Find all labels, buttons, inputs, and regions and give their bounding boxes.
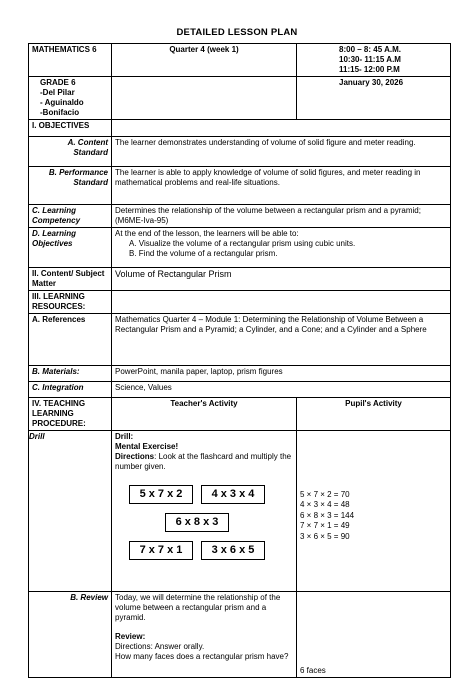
objective-item: A. Visualize the volume of a rectangular prism using cubic units.	[129, 239, 356, 248]
objectives-intro: At the end of the lesson, the learners will be able to:	[115, 229, 299, 238]
grade-sections	[29, 77, 112, 120]
review-label: B. Review	[29, 592, 112, 678]
drill-answer: 5 × 7 × 2 = 70	[300, 490, 350, 499]
content-standard-label: A. Content Standard	[29, 137, 112, 167]
flashcard: 7 x 7 x 1	[129, 541, 193, 560]
drill-directions	[115, 452, 293, 472]
competency-text: Determines the relationship of the volume between a rectangular prism and a pyramid; (M6ME-Iva-95)	[112, 205, 451, 228]
pupil-activity-header: Pupil's Activity	[297, 398, 451, 431]
flashcard: 4 x 3 x 4	[201, 485, 265, 504]
drill-answer: 6 × 8 × 3 = 144	[300, 510, 355, 520]
section-name: -Del Pilar	[40, 88, 75, 97]
grade-label: GRADE 6	[40, 78, 76, 87]
drill-subtitle: Mental Exercise!	[115, 442, 179, 451]
time-slot: 8:00 – 8: 45 A.M.	[339, 45, 401, 54]
time-slot: 10:30- 11:15 A.M	[339, 55, 401, 64]
integration-text: Science, Values	[112, 382, 451, 398]
time-slot: 11:15- 12:00 P.M	[339, 65, 400, 74]
drill-label: Drill	[29, 431, 112, 592]
resources-heading: III. LEARNING RESOURCES:	[29, 291, 112, 314]
flashcard: 6 x 8 x 3	[165, 513, 229, 532]
flashcard: 5 x 7 x 2	[129, 485, 193, 504]
blank-cell	[112, 77, 297, 120]
references-label: A. References	[29, 314, 112, 366]
content-value: Volume of Rectangular Prism	[112, 268, 451, 291]
content-standard-text: The learner demonstrates understanding of volume of solid figure and meter reading.	[112, 137, 451, 167]
quarter-cell: Quarter 4 (week 1)	[112, 44, 297, 77]
review-intro: Today, we will determine the relationship of the volume between a rectangular prism and a pyramid.	[115, 593, 281, 622]
objectives-heading: I. OBJECTIVES	[29, 120, 112, 137]
lesson-plan-table	[28, 43, 451, 678]
integration-label: C. Integration	[29, 382, 112, 398]
review-pupil-cell	[297, 592, 451, 678]
subject-cell: MATHEMATICS 6	[29, 44, 112, 77]
materials-label: B. Materials:	[29, 366, 112, 382]
directions-label: Directions	[115, 452, 155, 461]
drill-title: Drill:	[115, 432, 134, 441]
section-name: - Aguinaldo	[40, 98, 84, 107]
learning-objectives-label: D. Learning Objectives	[29, 228, 112, 268]
drill-teacher-cell	[112, 431, 297, 592]
lesson-date: January 30, 2026	[297, 77, 451, 120]
drill-answer: 3 × 6 × 5 = 90	[300, 531, 350, 541]
objectives-heading-row	[29, 120, 451, 137]
drill-answer: 4 × 3 × 4 = 48	[300, 500, 350, 510]
performance-standard-label: B. Performance Standard	[29, 167, 112, 205]
drill-answer: 7 × 7 × 1 = 49	[300, 521, 350, 531]
references-text: Mathematics Quarter 4 – Module 1: Determining the Relationship of Volume Between a Rectangular Prism and a Pyramid; a Cylinder, and a Cone; and a Cylinder and a Sphere	[112, 314, 451, 366]
drill-answers	[300, 490, 447, 542]
flashcard: 3 x 6 x 5	[201, 541, 265, 560]
header-row-1	[29, 44, 451, 77]
flashcard-grid	[115, 472, 293, 590]
review-teacher-cell	[112, 592, 297, 678]
directions-text: : Look at the flashcard and multiply the number given.	[115, 452, 292, 471]
content-label: II. Content/ Subject Matter	[29, 268, 112, 291]
page-title: DETAILED LESSON PLAN	[176, 27, 298, 38]
learning-objectives-text	[112, 228, 451, 268]
competency-label: C. Learning Competency	[29, 205, 112, 228]
review-answer: 6 faces	[300, 666, 326, 675]
performance-standard-text: The learner is able to apply knowledge of volume of solid figures, and meter reading in mathematical problems and real-life situations.	[112, 167, 451, 205]
objective-item: B. Find the volume of a rectangular prism.	[129, 249, 278, 258]
section-name: -Bonifacio	[40, 108, 80, 117]
drill-pupil-cell	[297, 431, 451, 592]
review-question: How many faces does a rectangular prism have?	[115, 652, 289, 661]
materials-text: PowerPoint, manila paper, laptop, prism figures	[112, 366, 451, 382]
schedule-times	[297, 44, 451, 77]
teacher-activity-header: Teacher's Activity	[112, 398, 297, 431]
review-directions: Directions: Answer orally.	[115, 642, 205, 651]
header-row-2	[29, 77, 451, 120]
procedure-heading: IV. TEACHING LEARNING PROCEDURE:	[29, 398, 112, 431]
review-title: Review:	[115, 632, 146, 641]
